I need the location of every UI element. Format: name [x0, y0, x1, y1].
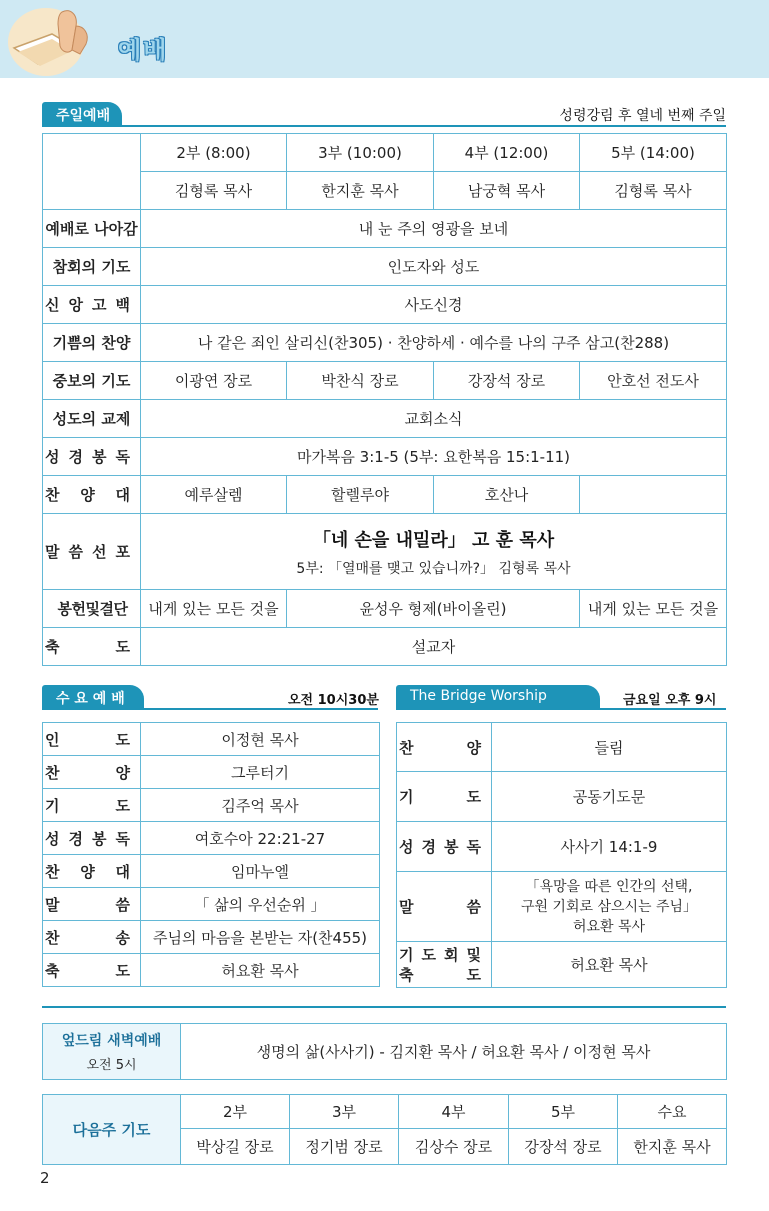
- pastor-4: 남궁혁 목사: [434, 172, 580, 210]
- dawn-title-cell: [43, 1024, 181, 1080]
- entrance-row: [43, 210, 727, 248]
- offering-middle: 윤성우 형제(바이올린): [287, 590, 580, 628]
- next-week-table: [42, 1094, 727, 1165]
- bridge-row-1: [397, 723, 727, 772]
- praise-value: 나 같은 죄인 살리신(찬305) · 찬양하세 · 예수를 나의 구주 삼고(찬288): [141, 324, 727, 362]
- wed-value-7: 주님의 마음을 본받는 자(찬455): [141, 921, 380, 954]
- bridge-label-1: 찬 양: [397, 723, 492, 772]
- wed-row-6: [43, 888, 380, 921]
- wed-value-4: 여호수아 22:21-27: [141, 822, 380, 855]
- header-banner: [0, 0, 769, 78]
- intercession-2: 이광연 장로: [141, 362, 287, 400]
- next-week-header-1: 2부: [181, 1095, 290, 1129]
- service-4: 4부 (12:00): [434, 134, 580, 172]
- bridge-sermon-line-3: 허요환 목사: [572, 918, 646, 935]
- praise-row: [43, 324, 727, 362]
- praise-label: 기쁨의 찬양: [43, 324, 141, 362]
- bridge-label-3: 성 경 봉 독: [397, 822, 492, 872]
- wed-row-3: [43, 789, 380, 822]
- intercession-label: 중보의 기도: [43, 362, 141, 400]
- sermon-value: [141, 514, 727, 590]
- intercession-4: 강장석 장로: [434, 362, 580, 400]
- bridge-row-2: [397, 772, 727, 822]
- dawn-table: [42, 1023, 727, 1080]
- choir-2: 예루살렘: [141, 476, 287, 514]
- bridge-value-5: 허요환 목사: [492, 942, 727, 988]
- creed-value: 사도신경: [141, 286, 727, 324]
- creed-row: [43, 286, 727, 324]
- bridge-value-2: 공동기도문: [492, 772, 727, 822]
- next-week-name-1: 박상길 장로: [181, 1129, 290, 1165]
- dawn-title: 엎드림 새벽예배: [61, 1033, 162, 1049]
- wed-row-7: [43, 921, 380, 954]
- choir-label: 찬 양 대: [43, 476, 141, 514]
- confession-row: [43, 248, 727, 286]
- wed-value-8: 허요환 목사: [141, 954, 380, 987]
- next-week-header-4: 5부: [509, 1095, 618, 1129]
- wed-label-5: 찬 양 대: [43, 855, 141, 888]
- offering-right: 내게 있는 모든 것을: [580, 590, 727, 628]
- wed-label-4: 성 경 봉 독: [43, 822, 141, 855]
- fellowship-row: [43, 400, 727, 438]
- next-week-header-row: [43, 1095, 727, 1129]
- bridge-label-5-bottom: 축 도: [399, 965, 481, 984]
- benediction-value: 설교자: [141, 628, 727, 666]
- entrance-label: 예배로 나아감: [43, 210, 141, 248]
- wed-row-5: [43, 855, 380, 888]
- scripture-label: 성 경 봉 독: [43, 438, 141, 476]
- banner-title: 예배: [118, 36, 169, 64]
- intercession-row: [43, 362, 727, 400]
- wed-row-1: [43, 723, 380, 756]
- next-week-label: 다음주 기도: [43, 1095, 181, 1165]
- next-week-header-5: 수요: [618, 1095, 727, 1129]
- sunday-tab-line: [42, 125, 726, 127]
- corner-cell: [43, 134, 141, 210]
- creed-label: 신 앙 고 백: [43, 286, 141, 324]
- choir-5: [580, 476, 727, 514]
- dawn-row: [43, 1024, 727, 1080]
- wed-label-8: 축 도: [43, 954, 141, 987]
- bridge-row-3: [397, 822, 727, 872]
- wed-label-7: 찬 송: [43, 921, 141, 954]
- bridge-value-4: [492, 872, 727, 942]
- bridge-label-4: 말 씀: [397, 872, 492, 942]
- wed-value-5: 임마누엘: [141, 855, 380, 888]
- bridge-label-5-top: 기 도 회 및: [399, 945, 481, 964]
- bridge-label-5: [397, 942, 492, 988]
- sunday-subtitle: 성령강림 후 열네 번째 주일: [559, 108, 726, 124]
- wed-value-3: 김주억 목사: [141, 789, 380, 822]
- wednesday-time: 오전 10시30분: [288, 693, 379, 708]
- bridge-row-4: [397, 872, 727, 942]
- bridge-value-1: 들림: [492, 723, 727, 772]
- bridge-tab-line: [396, 708, 726, 710]
- next-week-header-3: 4부: [399, 1095, 509, 1129]
- fellowship-value: 교회소식: [141, 400, 727, 438]
- praying-hands-bible-icon: [6, 4, 102, 76]
- service-3: 3부 (10:00): [287, 134, 434, 172]
- sermon-row: [43, 514, 727, 590]
- wed-label-6: 말 씀: [43, 888, 141, 921]
- pastor-row: [43, 172, 727, 210]
- wed-label-2: 찬 양: [43, 756, 141, 789]
- bridge-label-2: 기 도: [397, 772, 492, 822]
- benediction-row: [43, 628, 727, 666]
- intercession-5: 안호선 전도사: [580, 362, 727, 400]
- benediction-label: 축 도: [43, 628, 141, 666]
- scripture-row: [43, 438, 727, 476]
- bridge-table: [396, 722, 727, 988]
- pastor-2: 김형록 목사: [141, 172, 287, 210]
- offering-left: 내게 있는 모든 것을: [141, 590, 287, 628]
- choir-row: [43, 476, 727, 514]
- choir-4: 호산나: [434, 476, 580, 514]
- next-week-name-3: 김상수 장로: [399, 1129, 509, 1165]
- sermon-main: 「네 손을 내밀라」 고 훈 목사: [312, 529, 555, 551]
- sermon-label: 말 씀 선 포: [43, 514, 141, 590]
- bridge-tab: The Bridge Worship: [396, 685, 600, 709]
- offering-label: 봉헌및결단: [43, 590, 141, 628]
- scripture-value: 마가복음 3:1-5 (5부: 요한복음 15:1-11): [141, 438, 727, 476]
- wednesday-table: [42, 722, 380, 987]
- wed-value-2: 그루터기: [141, 756, 380, 789]
- sunday-table: [42, 133, 727, 666]
- fellowship-label: 성도의 교제: [43, 400, 141, 438]
- dawn-time: 오전 5시: [86, 1058, 137, 1073]
- offering-row: [43, 590, 727, 628]
- confession-label: 참회의 기도: [43, 248, 141, 286]
- service-5: 5부 (14:00): [580, 134, 727, 172]
- choir-3: 할렐루야: [287, 476, 434, 514]
- next-week-name-2: 정기범 장로: [290, 1129, 399, 1165]
- page-number: 2: [40, 1169, 50, 1187]
- section-divider: [42, 1006, 726, 1008]
- pastor-5: 김형록 목사: [580, 172, 727, 210]
- pastor-3: 한지훈 목사: [287, 172, 434, 210]
- dawn-value: 생명의 삶(사사기) - 김지환 목사 / 허요환 목사 / 이정현 목사: [181, 1024, 727, 1080]
- next-week-name-4: 강장석 장로: [509, 1129, 618, 1165]
- bridge-time: 금요일 오후 9시: [623, 693, 717, 708]
- wednesday-tab-line: [42, 708, 378, 710]
- wed-value-6: 「 삶의 우선순위 」: [141, 888, 380, 921]
- next-week-header-2: 3부: [290, 1095, 399, 1129]
- bridge-row-5: [397, 942, 727, 988]
- sunday-tab: 주일예배: [42, 102, 122, 126]
- next-week-name-5: 한지훈 목사: [618, 1129, 727, 1165]
- service-header-row: [43, 134, 727, 172]
- wed-label-3: 기 도: [43, 789, 141, 822]
- sermon-sub: 5부: 「열매를 맺고 있습니까?」 김형록 목사: [296, 560, 571, 577]
- bridge-sermon-line-1: 「욕망을 따른 인간의 선택,: [525, 878, 693, 895]
- bridge-sermon-line-2: 구원 기회로 삼으시는 주님」: [520, 898, 698, 915]
- bridge-value-3: 사사기 14:1-9: [492, 822, 727, 872]
- wed-row-4: [43, 822, 380, 855]
- service-2: 2부 (8:00): [141, 134, 287, 172]
- entrance-value: 내 눈 주의 영광을 보네: [141, 210, 727, 248]
- wed-label-1: 인 도: [43, 723, 141, 756]
- confession-value: 인도자와 성도: [141, 248, 727, 286]
- wed-value-1: 이정현 목사: [141, 723, 380, 756]
- wed-row-8: [43, 954, 380, 987]
- wed-row-2: [43, 756, 380, 789]
- wednesday-tab: 수 요 예 배: [42, 685, 144, 709]
- intercession-3: 박찬식 장로: [287, 362, 434, 400]
